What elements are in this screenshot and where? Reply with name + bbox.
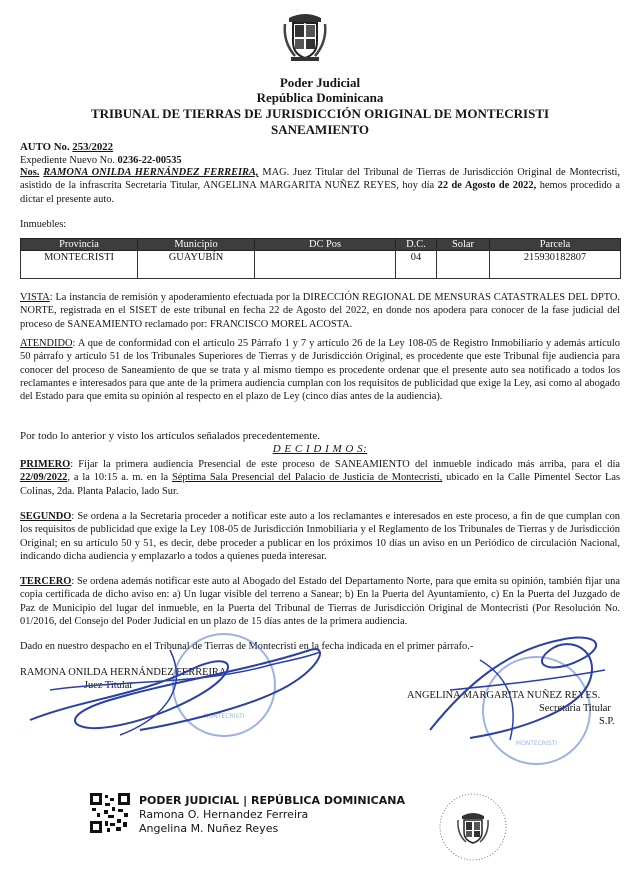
header-saneamiento: SANEAMIENTO [270,122,369,137]
col-municipio: Municipio [138,239,255,251]
seal-text-right: MONTECRISTI [515,740,558,747]
atendido-label: ATENDIDO [20,338,73,349]
judge-signature-scribble [20,630,350,740]
secretary-signature-abbr: S.P. [599,716,615,727]
judge-signature-title: Juez Titular [84,680,133,691]
primero-date: 22/09/2022 [20,472,68,484]
vista-text: : La instancia de remisión y apoderamiento efectuada por la DIRECCIÓN REGIONAL DE MENSURAS CATASTRALES DEL DPTO. NORTE, registrada en el SISET de este tribunal en fecha 22 de Agosto del 2022, en donde nos apodera para conocer de la fase judicial del proceso de SANEAMIENTO reclamado por: FRANCISCO MOREL ACOSTA. [20,292,620,330]
secretary-signature-name: ANGELINA MARGARITA NUÑEZ REYES. [407,690,601,701]
vista-paragraph [20,291,620,331]
intro-secretary-name: ANGELINA MARGARITA NUÑEZ REYES, [203,180,399,192]
poder-judicial-seal-icon [438,792,508,862]
segundo-text: : Se ordena a la Secretaria proceder a notificar este auto a los reclamantes e interesados en este proceso, a fin de que cumplan con los requisitos de publicidad que exige la Ley 108-05 de Jurisdicción Inmobiliaria y el Reglamento de los Tribunales de Tierras y de Jurisdicción Original; en su artículo 50 y 51, es decir, debe proceder a publicar en los próximos 10 días un aviso en un Periódico de circulación Nacional, indicando dicha audiencia y emplazarlo a todos a quienes pueda interesar. [20,511,620,562]
col-dc-pos: DC Pos [255,239,396,251]
cell-parcela: 215930182807 [490,251,621,279]
table-row [21,251,621,279]
intro-date: 22 de Agosto de 2022, [437,180,537,192]
segundo-paragraph [20,510,620,563]
cell-municipio: GUAYUBÍN [138,251,255,279]
cell-solar [437,251,490,279]
primero-text-3: , a la 10:15 a. m. en la [67,472,172,484]
atendido-text: : A que de conformidad con el artículo 25 Párrafo 1 y 7 y artículo 26 de la Ley 108-05 de Registro Inmobiliario y además artículo 50 párrafo y artículo 51 de los Tribunales Superiores de Tierras y de Jurisdicción Original, es procedente que este Tribunal fije audiencia para conocer del proceso de Saneamiento de que se trata y al mismo tiempo es procedente ordenar que el presente auto sea notificado a todos los reclamantes e interesados para que ante de la primera audiencia cumplan con los requisitos de publicidad que exige la Ley, así como al abogado del Estado para que emita su opinión al respecto en el plazo de Ley (cinco días antes de la audiencia). [20,338,620,403]
judge-name: RAMONA ONILDA HERNÁNDEZ FERREIRA, [43,167,259,178]
primero-text-4: ubicado en la Calle Pimentel Sector Las Colinas, 2da. Planta Palacio, lado Sur. [20,472,620,497]
seal-text-left: MONTECRISTI [203,713,245,720]
intro-text-2: hoy día [402,180,435,192]
footer-line-3: Angelina M. Nuñez Reyes [139,822,279,835]
tercero-label: TERCERO [20,576,72,587]
cell-dc-pos [255,251,396,279]
dado-line: Dado en nuestro despacho en el Tribunal de Tierras de Montecristi en la fecha indicada en el primer párrafo.- [20,641,474,652]
secretary-signature-title: Secretaria Titular [539,703,611,714]
inmuebles-label: Inmuebles: [20,219,67,230]
primero-sala: Séptima Sala Presencial del Palacio de Justicia de Montecristi, [171,472,443,484]
primero-paragraph [20,458,620,498]
secretary-signature-scribble [410,620,620,750]
cell-provincia: MONTECRISTI [21,251,138,279]
auto-value: 253/2022 [72,141,114,153]
coat-of-arms-icon [283,12,327,62]
qr-code-icon [90,793,130,833]
atendido-paragraph [20,337,620,403]
primero-text-2: del inmueble indicado más arriba, para el día [409,459,620,470]
vista-label: VISTA [20,292,50,303]
intro-paragraph [20,166,620,206]
intro-secretary-title: Secretaria Titular, [125,180,201,192]
footer-line-1: PODER JUDICIAL | REPÚBLICA DOMINICANA [139,794,405,807]
cell-dc: 04 [396,251,437,279]
primero-label: PRIMERO [20,459,71,470]
primero-text-1: : Fijar la primera audiencia Presencial de este proceso de [70,459,335,470]
col-provincia: Provincia [21,239,138,251]
inmuebles-table [20,238,621,279]
intro-text-1: MAG. Juez Titular del Tribunal de Tierras de Jurisdicción Original de Montecristi, asistido de la infrascrita [20,167,620,192]
judge-signature-name: RAMONA ONILDA HERNÁNDEZ FERREIRA [20,667,227,678]
primero-saneamiento: SANEAMIENTO [334,459,410,470]
auto-label: AUTO No. [20,141,70,153]
col-solar: Solar [437,239,490,251]
footer-line-2: Ramona O. Hernandez Ferreira [139,808,309,821]
tercero-text: : Se ordena además notificar este auto al Abogado del Estado del Departamento Norte, para que emita su opinión, también fijar una copia certificada de dicho aviso en: a) Un lugar visible del terreno a Sanear; b) En la Puerta del Ayuntamiento, c) En la Puerta del Juzgado de Paz de Municipio del lugar del inmueble, en la Puerta del Tribunal de Tierras de Jurisdicción Original de Montecristi (Por Resolución No. 01/2016, del Consejo del Poder Judicial en un plazo de 15 días antes de la primera audiencia. [20,576,620,627]
col-parcela: Parcela [490,239,621,251]
intro-text-3: hemos procedido a dictar el presente auto. [20,180,620,205]
header-tribunal: TRIBUNAL DE TIERRAS DE JURISDICCIÓN ORIGINAL DE MONTECRISTI [90,106,550,121]
col-dc: D.C. [396,239,437,251]
expediente-label: Expediente Nuevo No. [20,155,115,166]
auto-number [20,141,113,153]
decidimos-heading: D E C I D I M O S: [272,443,368,455]
inmuebles-header-row [21,239,621,251]
segundo-label: SEGUNDO [20,511,72,522]
por-todo-line: Por todo lo anterior y visto los artículos señalados precedentemente. [20,430,320,442]
header-republica: República Dominicana [256,90,384,105]
header-poder-judicial: Poder Judicial [279,75,361,90]
judge-label: Nos. [20,167,40,178]
expediente-value: 0236-22-00535 [117,155,182,166]
